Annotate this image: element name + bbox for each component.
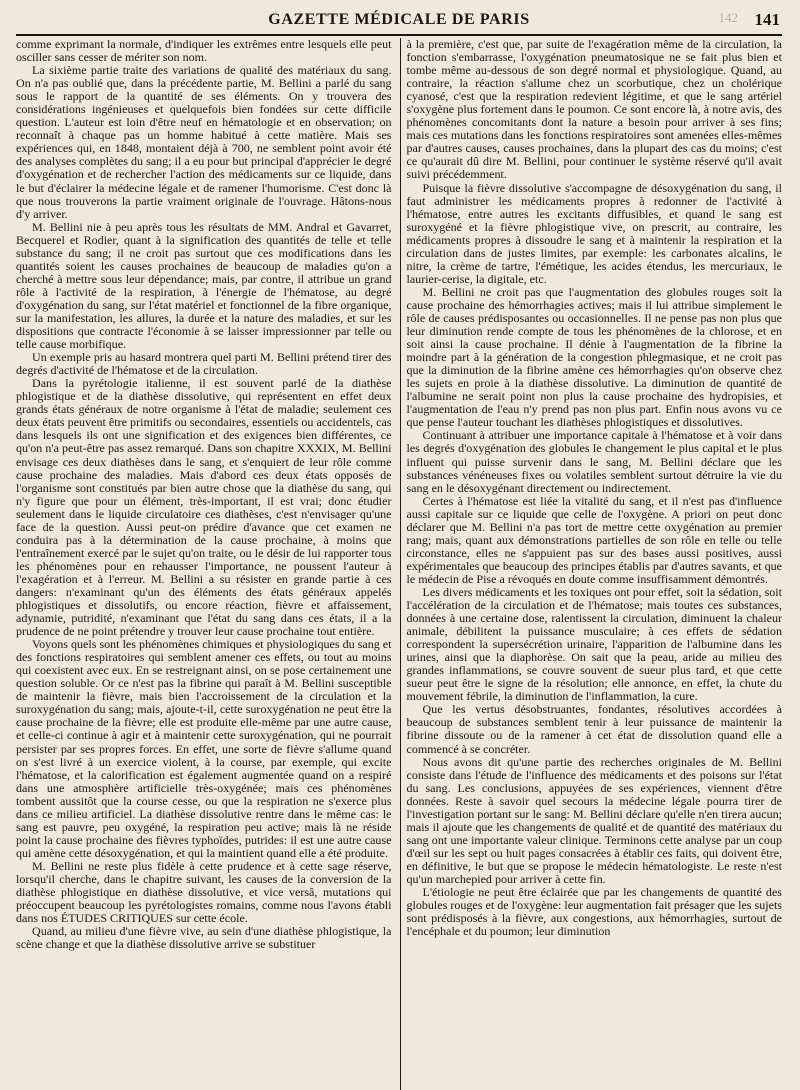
page-title: GAZETTE MÉDICALE DE PARIS bbox=[268, 11, 530, 28]
paragraph: à la première, c'est que, par suite de l'exagération même de la circulation, la fonction s'embarrasse, l'oxygénation pneumatosique ne se fait plus bien et tombe même au-dessous de son degré normal et physiologique. Quand, au contraire, la réaction s'allume chez un scorbutique, chez un cholérique cyanosé, c'est que la respiration redevient légitime, et que le sang artériel s'oxygène plus fortement dans le poumon. Ce sont encore là, à notre avis, des phénomènes concomitants dont la nature a besoin pour arriver à ses fins; mais ces mutations dans les fonctions respiratoires sont amenées elles-mêmes par d'autres causes, causes prochaines, dans la plupart des cas du moins; c'est ce qu'aurait dû dire M. Bellini, pour continuer le système réservé qu'il avait suivi précédemment. bbox=[406, 38, 782, 182]
paragraph: Puisque la fièvre dissolutive s'accompagne de désoxygénation du sang, il faut administrer les médicaments propres à redonner de l'activité à l'hématose, entre autres les excitants diffusibles, et quand le sang est suroxygéné et la fièvre phlogistique vive, on prescrit, au contraire, les médicaments propres à dissoudre le sang et à maintenir la respiration et la circulation dans de justes limites, par exemple: les carbonates alcalins, le nitre, la crème de tartre, l'émétique, les acides étendus, les mercuriaux, le laurier-cerise, la digitale, etc. bbox=[406, 180, 782, 286]
column-left bbox=[16, 38, 392, 1090]
paragraph: comme exprimant la normale, d'indiquer les extrêmes entre lesquels elle peut osciller sans cesser de mériter son nom. bbox=[16, 38, 392, 65]
column-divider bbox=[400, 38, 401, 1090]
paragraph: La sixième partie traite des variations de qualité des matériaux du sang. On n'a pas oublié que, dans la précédente partie, M. Bellini a parlé du sang sous le rapport de la quantité de ses éléments. On y trouvera des considérations ingénieuses et quelquefois bien fondées sur cette difficile question. L'auteur est loin d'être neuf en hématologie et en observation; on reconnaît à chaque pas un homme habitué à cette matière. Mais ses expériences qui, en 1848, montaient déjà à 700, ne semblent point avoir été des analyses complètes du sang; il a eu pour but principal d'apprécier le degré d'oxygénation et de rechercher l'action des médicaments sur ce liquide, dans le but d'éclairer la médecine légale et de ramener l'humorisme. C'est donc là que nous trouverons la partie vraiment originale de l'ouvrage. Hâtons-nous d'y arriver. bbox=[16, 63, 392, 221]
paragraph: M. Bellini ne croit pas que l'augmentation des globules rouges soit la cause prochaine des hémorrhagies actives; mais il lui attribue simplement le rôle de causes prédisposantes ou occasionnelles. Il ne pense pas non plus que leur diminution rende compte de tous les phénomènes de la chlorose, et en soit ainsi la cause prochaine. Il dénie à l'augmentation de la fibrine la moindre part à la génération de la congestion phlegmasique, et ne croit pas que la diminution de la fibrine amène ces hémorrhagies qu'on observe chez les sujets en proie à la diathèse dissolutive. La diminution de quantité de l'albumine ne serait point non plus la cause prochaine des hydropisies, et l'augmentation de l'eau n'y prend pas non plus part. Enfin nous avons vu ce que pense l'auteur touchant les diathèses phlogistiques et dissolutives. bbox=[406, 284, 782, 430]
paragraph: Quand, au milieu d'une fièvre vive, au sein d'une diathèse phlogistique, la scène change et que la diathèse dissolutive arrive se substituer bbox=[16, 924, 392, 952]
column-right bbox=[406, 38, 782, 1090]
paragraph: Dans la pyrétologie italienne, il est souvent parlé de la diathèse phlogistique et de la diathèse dissolutive, qui représentent en effet deux grands états généraux de notre organisme à l'état de maladie; seulement ces deux états peuvent être primitifs ou secondaires, essentiels ou accidentels, cas dans lesquels ils ont une signification et des exigences bien différentes, ce qu'on n'a peut-être pas assez remarqué. Dans son chapitre XXXIX, M. Bellini envisage ces deux diathèses dans le sang, et s'enquiert de leur rôle comme cause prochaine des maladies. Mais d'abord ces deux états opposés de l'organisme sont constitués par bien autre chose que la diathèse du sang, qui n'y figure que pour un élément, très-important, il est vrai; donc étudier seulement dans le liquide circulatoire ces diathèses, c'est n'envisager qu'une face de la question. Aussi peut-on prédire d'avance que cet examen ne conduira pas à la détermination de la cause prochaine, à moins que l'entraînement exercé par le sujet qu'on traite, ou le désir de lui rapporter tous les phénomènes pour en rehausser l'importance, ne poussent l'auteur à l'exagération et à l'erreur. M. Bellini a su résister en grande partie à ces dangers: n'examinant qu'un des éléments des états généraux appelés phlogistiques et dissolutifs, ou encore réaction, fièvre et affaissement, adynamie, putridité, n'examinant que l'état du sang dans ces états, il a la prudence de ne point prétendre y trouver leur cause prochaine tout entière. bbox=[16, 376, 392, 639]
paragraph: M. Bellini ne reste plus fidèle à cette prudence et à cette sage réserve, lorsqu'il cherche, dans le chapitre suivant, les causes de la conversion de la diathèse phlogistique en diathèse dissolutive, et vice versâ, mutations qui préoccupent beaucoup les pyrétologistes romains, comme nous l'avons établi dans nos ÉTUDES CRITIQUES sur cette école. bbox=[16, 858, 392, 926]
paragraph: Nous avons dit qu'une partie des recherches originales de M. Bellini consiste dans l'étude de l'influence des médicaments et des poisons sur l'état du sang. Les conclusions, appuyées de ses expériences, viennent d'être données. Reste à savoir quel secours la médecine légale pourra tirer de l'investigation portant sur le sang: M. Bellini déclare qu'elle n'en tirera aucun; mais il ajoute que les changements de qualité et de quantité des matériaux du sang ont une importante valeur clinique. Terminons cette analyse par un coup d'œil sur les sept ou huit pages consacrées à établir ces faits, qui doivent être, en définitive, le but que se propose le médecin hématologiste. Le reste n'est qu'un marchepied pour arriver à cette fin. bbox=[406, 754, 782, 886]
paragraph: Voyons quels sont les phénomènes chimiques et physiologiques du sang et des fonctions respiratoires qui semblent amener ces effets, ou tout au moins qui coexistent avec eux. En se restreignant ainsi, on se pose certainement une question soluble. Or ce n'est pas la fibrine qui paraît à M. Bellini susceptible de maintenir la fièvre, mais bien l'accroissement de la circulation et la suroxygénation du sang; mais, ajoute-t-il, cette suroxygénation ne peut être la cause prochaine de la fièvre; elle est produite elle-même par une autre cause, et celle-ci continue à agir et à maintenir cette suroxygénation, qui ne pourrait persister par ses propres forces. En effet, une sorte de fièvre s'allume quand on s'est livré à un exercice violent, à la course, par exemple, qui excite l'hématose, et la calorification est également augmentée quand on a respiré dans une atmosphère artificielle très-oxygénée; mais ces phénomènes tombent aussitôt que la course cesse, ou que la respiration ne s'exerce plus dans ce milieu artificiel. La diathèse dissolutive rentre dans le même cas: le sang est pauvre, peu oxygéné, la respiration peu active; mais là ne réside point la cause prochaine des fièvres typhoïdes, putrides: il est une autre cause qui amène cette désoxygénation, et qui la maintient quand elle a été produite. bbox=[16, 637, 392, 860]
paragraph: M. Bellini nie à peu après tous les résultats de MM. Andral et Gavarret, Becquerel et Rodier, quant à la signification des quantités de telle et telle substance du sang; il ne croit pas surtout que ces modifications dans les quantités soient les causes prochaines de beaucoup de maladies qu'on a cherché à mettre sous leur dépendance; mais, par contre, il attribue un grand rôle à l'activité de la respiration, à l'énergie de l'hématose, au degré d'oxygénation du sang, sur l'état matériel et fonctionnel de la fibre organique, sur la manifestation, les allures, la durée et la nature des maladies, et sur les dispositions que contracte l'économie à se laisser impressionner par telle ou telle cause morbifique. bbox=[16, 219, 392, 352]
paragraph: L'étiologie ne peut être éclairée que par les changements de quantité des globules rouges et de l'oxygène: leur augmentation fait présager que les sujets sont prédisposés à la fièvre, aux congestions, aux hémorrhagies, surtout de l'encéphale et du poumon; leur diminution bbox=[406, 885, 782, 939]
paragraph: Certes à l'hématose est liée la vitalité du sang, et il n'est pas d'influence aussi capitale sur ce liquide que celle de l'oxygène. A priori on peut donc déclarer que M. Bellini n'a pas tort de mettre cette oxygénation au premier rang; mais, quant aux démonstrations partielles de son rôle en telle ou telle circonstance, elles ne s'appuient pas sur des bases aussi positives, aussi expérimentales que beaucoup des principes établis par d'autres savants, et que le médecin de Pise a révoqués en doute comme insuffisamment démontrés. bbox=[406, 493, 782, 586]
page-header bbox=[16, 8, 782, 36]
bleed-through-mark: 142 bbox=[718, 10, 738, 25]
page-number: 141 bbox=[754, 10, 780, 29]
paragraph: Un exemple pris au hasard montrera quel parti M. Bellini prétend tirer des degrés d'activité de l'hématose et de la circulation. bbox=[16, 350, 392, 378]
paragraph: Continuant à attribuer une importance capitale à l'hématose et à voir dans les degrés d'oxygénation des globules le changement le plus capital et le plus influent qui puisse survenir dans le sang, M. Bellini déclare que les substances vénéneuses fixes ou volatiles semblent surtout détruire la vie du sang en le désoxygénant directement ou indirectement. bbox=[406, 428, 782, 495]
paragraph: Que les vertus désobstruantes, fondantes, résolutives accordées à beaucoup de substances semblent tenir à leur puissance de maintenir la fibrine dissoute ou de la ramener à cet état de dissolution quand elle a commencé à se concréter. bbox=[406, 702, 782, 756]
article-columns bbox=[16, 38, 782, 1090]
paragraph: Les divers médicaments et les toxiques ont pour effet, soit la sédation, soit l'accélération de la circulation et de l'hématose; mais toutes ces substances, données à une certaine dose, ralentissent la circulation, diminuent la chaleur animale, débilitent la puissance musculaire; à ces effets de sédation correspondent la supersécrétion urinaire, l'apparition de l'albumine dans les urines, ainsi que la diaphorèse. On sait que la peau, aride au milieu des grandes inflammations, se couvre souvent de sueur plus tard, et que cette sueur peut être le signe de la résolution; elle annonce, en effet, la chute du mouvement fébrile, la diminution de l'inflammation, la cure. bbox=[406, 584, 782, 704]
